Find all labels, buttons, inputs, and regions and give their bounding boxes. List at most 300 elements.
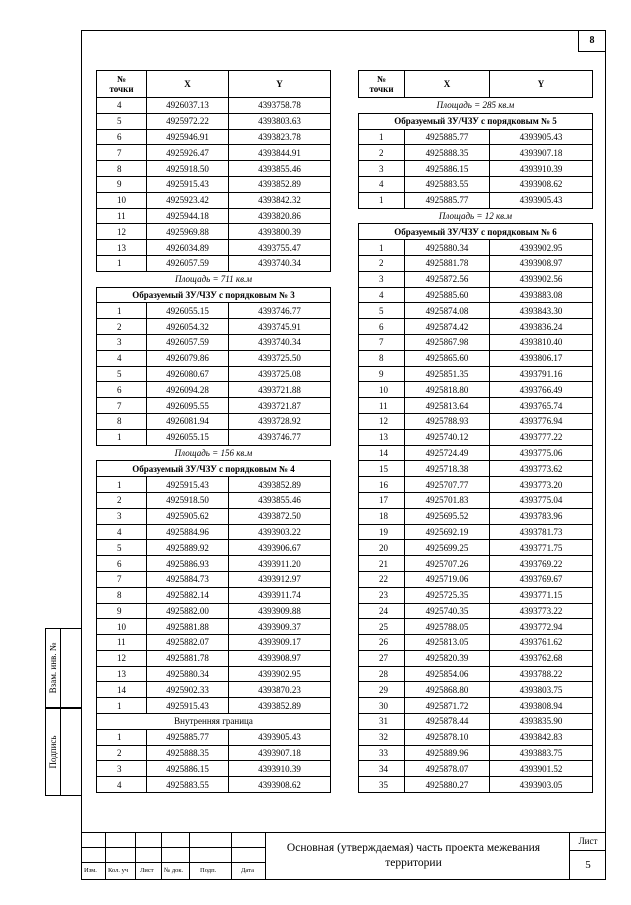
cell-point-no: 14 [359,445,405,461]
cell-point-no: 25 [359,619,405,635]
cell-y: 4393905.43 [490,192,593,208]
cell-x: 4925874.08 [405,303,490,319]
cell-y: 4393728.92 [229,413,331,429]
cell-x: 4925969.88 [147,224,229,240]
section-title-row [97,461,331,477]
cell-y: 4393902.56 [490,271,593,287]
cell-x: 4925788.05 [405,619,490,635]
cell-x: 4926034.89 [147,240,229,256]
side-stamp-vzam [45,628,81,708]
table-row [359,255,593,271]
cell-point-no: 3 [97,761,147,777]
cell-y: 4393908.62 [490,176,593,192]
cell-y: 4393758.78 [229,98,331,114]
cell-y: 4393852.89 [229,176,331,192]
cell-y: 4393908.97 [229,650,331,666]
cell-point-no: 34 [359,761,405,777]
table-row [97,682,331,698]
cell-x: 4925885.77 [147,729,229,745]
cell-y: 4393902.95 [229,666,331,682]
cell-y: 4393721.87 [229,398,331,414]
section-title-row [359,224,593,240]
table-row [97,382,331,398]
cell-x: 4925719.06 [405,571,490,587]
cell-x: 4925888.35 [147,745,229,761]
header-x: X [405,71,490,98]
cell-point-no: 6 [97,556,147,572]
cell-point-no: 22 [359,571,405,587]
cell-point-no: 12 [97,224,147,240]
cell-y: 4393903.05 [490,777,593,793]
cell-point-no: 20 [359,540,405,556]
cell-point-no: 9 [359,366,405,382]
cell-x: 4925918.50 [147,161,229,177]
col-list: Лист [140,867,154,874]
cell-y: 4393740.34 [229,255,331,271]
cell-x: 4925886.15 [405,161,490,177]
table-header-row [97,71,331,98]
area-label: Площадь = 156 кв.м [97,445,331,461]
cell-point-no: 8 [97,413,147,429]
coordinates-table-left [96,70,331,793]
cell-x: 4926037.13 [147,98,229,114]
cell-y: 4393740.34 [229,334,331,350]
table-header-row [359,71,593,98]
table-row [97,413,331,429]
sheet-label: Лист [570,832,606,851]
table-row [97,303,331,319]
table-row [359,619,593,635]
cell-point-no: 13 [97,240,147,256]
cell-x: 4925813.05 [405,635,490,651]
table-row [359,429,593,445]
cell-point-no: 4 [359,176,405,192]
cell-point-no: 10 [97,619,147,635]
table-row [97,508,331,524]
cell-point-no: 31 [359,714,405,730]
table-row [97,334,331,350]
cell-y: 4393902.95 [490,240,593,256]
sheet-number: 5 [585,859,591,871]
cell-y: 4393781.73 [490,524,593,540]
table-row [97,556,331,572]
cell-x: 4925820.39 [405,650,490,666]
cell-y: 4393775.06 [490,445,593,461]
cell-point-no: 1 [97,429,147,445]
table-row [97,492,331,508]
cell-y: 4393773.20 [490,477,593,493]
cell-y: 4393766.49 [490,382,593,398]
table-row [359,366,593,382]
cell-point-no: 1 [359,192,405,208]
cell-x: 4925882.14 [147,587,229,603]
cell-y: 4393783.96 [490,508,593,524]
table-row [97,729,331,745]
section-title: Образуемый ЗУ/ЧЗУ с порядковым № 6 [359,224,593,240]
cell-point-no: 4 [359,287,405,303]
table-row [359,382,593,398]
cell-y: 4393836.24 [490,319,593,335]
cell-point-no: 7 [97,571,147,587]
side-label-vzam: Взам. инв. № [48,642,58,694]
cell-point-no: 32 [359,729,405,745]
cell-point-no: 13 [97,666,147,682]
table-row [359,176,593,192]
cell-x: 4925885.60 [405,287,490,303]
cell-y: 4393721.88 [229,382,331,398]
cell-y: 4393777.22 [490,429,593,445]
cell-point-no: 8 [359,350,405,366]
cell-point-no: 3 [97,334,147,350]
table-row [97,571,331,587]
cell-x: 4926055.15 [147,429,229,445]
header-point-no: № точки [359,71,405,98]
cell-x: 4925881.88 [147,619,229,635]
cell-point-no: 1 [97,477,147,493]
cell-x: 4925740.12 [405,429,490,445]
cell-x: 4925881.78 [405,255,490,271]
table-row [359,492,593,508]
area-label-row [359,98,593,114]
side-stamp-podpis [45,708,81,796]
cell-y: 4393772.94 [490,619,593,635]
cell-x: 4925867.98 [405,334,490,350]
cell-point-no: 4 [97,98,147,114]
cell-y: 4393870.23 [229,682,331,698]
table-row [359,540,593,556]
cell-y: 4393912.97 [229,571,331,587]
table-row [359,682,593,698]
table-row [97,777,331,793]
cell-y: 4393803.75 [490,682,593,698]
table-row [97,208,331,224]
table-row [359,129,593,145]
area-label: Площадь = 285 кв.м [359,98,593,114]
cell-x: 4925915.43 [147,477,229,493]
table-row [97,587,331,603]
cell-y: 4393855.46 [229,161,331,177]
cell-point-no: 1 [359,240,405,256]
table-row [97,698,331,714]
cell-y: 4393835.90 [490,714,593,730]
cell-point-no: 16 [359,477,405,493]
cell-y: 4393823.78 [229,129,331,145]
cell-point-no: 35 [359,777,405,793]
table-row [359,240,593,256]
table-row [359,603,593,619]
cell-y: 4393909.37 [229,619,331,635]
header-point-no: № точки [97,71,147,98]
cell-x: 4925915.43 [147,698,229,714]
document-title: Основная (утверждаемая) часть проекта межевания территории [265,832,561,880]
table-row [359,635,593,651]
cell-y: 4393910.39 [490,161,593,177]
cell-x: 4925972.22 [147,113,229,129]
table-row [359,477,593,493]
cell-point-no: 2 [97,319,147,335]
area-label: Площадь = 711 кв.м [97,271,331,287]
cell-y: 4393725.50 [229,350,331,366]
cell-x: 4926054.32 [147,319,229,335]
cell-point-no: 1 [359,129,405,145]
table-row [97,745,331,761]
table-row [97,540,331,556]
cell-x: 4925718.38 [405,461,490,477]
cell-x: 4925883.55 [405,176,490,192]
cell-point-no: 2 [359,255,405,271]
table-row [97,477,331,493]
cell-point-no: 2 [97,492,147,508]
table-row [97,319,331,335]
section-title-row [359,113,593,129]
cell-y: 4393769.22 [490,556,593,572]
cell-x: 4925944.18 [147,208,229,224]
cell-x: 4925915.43 [147,176,229,192]
cell-y: 4393908.97 [490,255,593,271]
cell-x: 4925883.55 [147,777,229,793]
cell-x: 4925788.93 [405,413,490,429]
cell-x: 4925865.60 [405,350,490,366]
cell-point-no: 5 [97,366,147,382]
table-row [359,350,593,366]
table-row [97,761,331,777]
table-row [97,176,331,192]
cell-y: 4393906.67 [229,540,331,556]
area-label-row [359,208,593,224]
cell-y: 4393905.43 [229,729,331,745]
cell-x: 4925878.07 [405,761,490,777]
table-row [359,571,593,587]
table-row [359,145,593,161]
cell-y: 4393745.91 [229,319,331,335]
cell-y: 4393908.62 [229,777,331,793]
cell-point-no: 14 [97,682,147,698]
cell-point-no: 15 [359,461,405,477]
cell-y: 4393746.77 [229,429,331,445]
cell-y: 4393883.08 [490,287,593,303]
cell-y: 4393852.89 [229,698,331,714]
table-row [97,603,331,619]
cell-point-no: 6 [97,129,147,145]
cell-x: 4926081.94 [147,413,229,429]
table-row [97,524,331,540]
cell-y: 4393800.39 [229,224,331,240]
cell-x: 4925923.42 [147,192,229,208]
cell-point-no: 5 [97,540,147,556]
area-label-row [97,445,331,461]
cell-x: 4925902.33 [147,682,229,698]
cell-point-no: 1 [97,698,147,714]
cell-x: 4925888.35 [405,145,490,161]
section-title: Образуемый ЗУ/ЧЗУ с порядковым № 5 [359,113,593,129]
cell-x: 4926095.55 [147,398,229,414]
cell-y: 4393761.62 [490,635,593,651]
cell-y: 4393765.74 [490,398,593,414]
cell-x: 4926057.59 [147,255,229,271]
table-row [97,113,331,129]
title-block [81,832,606,880]
cell-point-no: 26 [359,635,405,651]
cell-point-no: 24 [359,603,405,619]
table-row [97,98,331,114]
col-kol-uch: Кол. уч [108,867,129,874]
cell-y: 4393907.18 [490,145,593,161]
table-row [97,240,331,256]
cell-x: 4925701.83 [405,492,490,508]
cell-point-no: 7 [97,398,147,414]
cell-y: 4393883.75 [490,745,593,761]
cell-y: 4393911.20 [229,556,331,572]
inner-boundary-label: Внутренняя граница [97,714,331,730]
cell-y: 4393810.40 [490,334,593,350]
table-row [359,556,593,572]
header-y: Y [229,71,331,98]
cell-y: 4393903.22 [229,524,331,540]
cell-x: 4925880.27 [405,777,490,793]
table-row [97,224,331,240]
cell-y: 4393842.32 [229,192,331,208]
table-row [359,287,593,303]
cell-x: 4925889.96 [405,745,490,761]
table-row [359,334,593,350]
table-row [97,429,331,445]
cell-point-no: 7 [359,334,405,350]
cell-point-no: 10 [359,382,405,398]
cell-point-no: 5 [97,113,147,129]
cell-point-no: 6 [359,319,405,335]
cell-point-no: 1 [97,729,147,745]
cell-point-no: 17 [359,492,405,508]
cell-x: 4925818.80 [405,382,490,398]
cell-x: 4926057.59 [147,334,229,350]
cell-point-no: 28 [359,666,405,682]
cell-point-no: 11 [97,208,147,224]
table-row [97,650,331,666]
cell-x: 4926055.15 [147,303,229,319]
table-row [97,635,331,651]
cell-point-no: 2 [97,745,147,761]
cell-x: 4926080.67 [147,366,229,382]
cell-y: 4393909.17 [229,635,331,651]
cell-y: 4393788.22 [490,666,593,682]
table-row [359,461,593,477]
cell-y: 4393842.83 [490,729,593,745]
cell-x: 4925884.96 [147,524,229,540]
cell-point-no: 11 [97,635,147,651]
cell-x: 4925740.35 [405,603,490,619]
cell-x: 4925905.62 [147,508,229,524]
table-row [97,145,331,161]
cell-x: 4925725.35 [405,587,490,603]
cell-x: 4925695.52 [405,508,490,524]
cell-y: 4393773.22 [490,603,593,619]
table-row [97,666,331,682]
cell-point-no: 7 [97,145,147,161]
cell-x: 4925707.26 [405,556,490,572]
cell-x: 4925885.77 [405,129,490,145]
table-row [359,698,593,714]
cell-point-no: 3 [97,508,147,524]
cell-y: 4393852.89 [229,477,331,493]
table-row [359,745,593,761]
cell-point-no: 27 [359,650,405,666]
cell-point-no: 8 [97,161,147,177]
cell-x: 4925724.49 [405,445,490,461]
cell-x: 4925889.92 [147,540,229,556]
cell-point-no: 9 [97,176,147,192]
cell-x: 4925885.77 [405,192,490,208]
cell-x: 4925707.77 [405,477,490,493]
cell-y: 4393844.91 [229,145,331,161]
cell-y: 4393771.75 [490,540,593,556]
cell-x: 4925878.44 [405,714,490,730]
cell-point-no: 11 [359,398,405,414]
cell-x: 4925882.07 [147,635,229,651]
cell-y: 4393771.15 [490,587,593,603]
cell-point-no: 30 [359,698,405,714]
cell-point-no: 3 [359,161,405,177]
cell-point-no: 10 [97,192,147,208]
table-row [359,303,593,319]
cell-x: 4925874.42 [405,319,490,335]
table-row [97,192,331,208]
cell-y: 4393769.67 [490,571,593,587]
cell-y: 4393820.86 [229,208,331,224]
cell-point-no: 21 [359,556,405,572]
cell-point-no: 13 [359,429,405,445]
table-row [359,398,593,414]
cell-y: 4393843.30 [490,303,593,319]
table-row [97,129,331,145]
table-row [359,319,593,335]
cell-point-no: 33 [359,745,405,761]
table-row [97,619,331,635]
cell-x: 4925854.06 [405,666,490,682]
cell-x: 4925880.34 [405,240,490,256]
table-row [97,161,331,177]
cell-point-no: 4 [97,777,147,793]
cell-y: 4393775.04 [490,492,593,508]
cell-point-no: 3 [359,271,405,287]
cell-point-no: 1 [97,303,147,319]
section-title: Образуемый ЗУ/ЧЗУ с порядковым № 3 [97,287,331,303]
side-label-podpis: Подпись [48,735,58,769]
table-row [359,445,593,461]
area-label-row [97,271,331,287]
cell-point-no: 12 [97,650,147,666]
table-row [359,587,593,603]
cell-point-no: 1 [97,255,147,271]
table-row [359,650,593,666]
cell-y: 4393806.17 [490,350,593,366]
cell-point-no: 4 [97,524,147,540]
table-row [97,366,331,382]
cell-point-no: 4 [97,350,147,366]
table-row [359,192,593,208]
cell-x: 4926079.86 [147,350,229,366]
area-label: Площадь = 12 кв.м [359,208,593,224]
cell-y: 4393910.39 [229,761,331,777]
cell-x: 4925880.34 [147,666,229,682]
cell-y: 4393905.43 [490,129,593,145]
cell-y: 4393791.16 [490,366,593,382]
cell-y: 4393762.68 [490,650,593,666]
cell-point-no: 6 [97,382,147,398]
table-row [359,413,593,429]
cell-x: 4925871.72 [405,698,490,714]
cell-x: 4925878.10 [405,729,490,745]
cell-point-no: 18 [359,508,405,524]
